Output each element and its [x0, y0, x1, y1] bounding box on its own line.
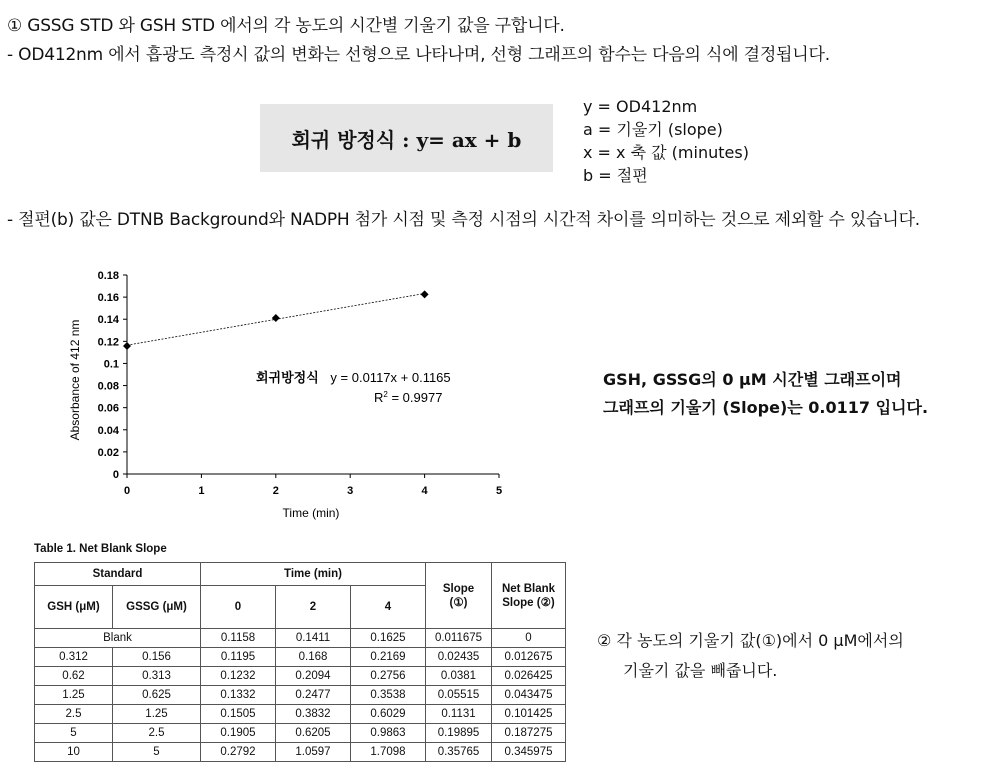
variable-definitions	[583, 95, 749, 187]
intercept-note: - 절편(b) 값은 DTNB Background와 NADPH 첨가 시점 및 측정 시점의 시간적 차이를 의미하는 것으로 제외할 수 있습니다.	[7, 210, 920, 230]
header-net-blank-label: Net Blank	[501, 582, 556, 595]
header-slope-label: Slope	[442, 582, 475, 595]
table-row	[35, 686, 566, 705]
y-tick-label: 0.14	[97, 314, 119, 327]
def-b: b = 절편	[583, 166, 648, 185]
cell-slope: 0.1131	[426, 705, 492, 724]
cell-t2: 0.3832	[276, 705, 351, 724]
cell-t2: 0.2477	[276, 686, 351, 705]
cell-t4: 0.3538	[351, 686, 426, 705]
table-row	[35, 648, 566, 667]
step-2-line-1: ② 각 농도의 기울기 값(①)에서 0 μM에서의	[597, 631, 904, 650]
y-tick-label: 0.16	[97, 292, 119, 305]
absorbance-chart	[60, 262, 530, 527]
y-tick-label: 0.1	[103, 358, 119, 371]
y-tick-label: 0.06	[97, 402, 119, 415]
data-point	[123, 342, 131, 350]
cell-t0: 0.1505	[201, 705, 276, 724]
r-squared-value: = 0.9977	[387, 390, 443, 405]
cell-net: 0.043475	[492, 686, 566, 705]
cell-slope: 0.35765	[426, 743, 492, 762]
cell-gsh: 2.5	[35, 705, 113, 724]
y-axis-label: Absorbance of 412 nm	[68, 319, 82, 441]
r-squared-label	[374, 390, 442, 405]
cell-t0: 0.2792	[201, 743, 276, 762]
y-tick-label: 0.18	[97, 270, 119, 282]
def-x: x = x 축 값 (minutes)	[583, 143, 749, 162]
y-tick-label: 0.04	[97, 424, 119, 437]
step-2-note	[597, 626, 904, 686]
equation-text: y = 0.0117x + 0.1165	[330, 370, 451, 385]
chart-note-line-2: 그래프의 기울기 (Slope)는 0.0117 입니다.	[603, 398, 929, 417]
equation-label	[256, 370, 451, 385]
header-time: Time (min)	[201, 563, 426, 586]
cell-gsh: 10	[35, 743, 113, 762]
table-row-blank	[35, 629, 566, 648]
cell-gsh: 0.62	[35, 667, 113, 686]
chart-points	[123, 290, 429, 350]
cell-slope: 0.0381	[426, 667, 492, 686]
cell-t2: 0.2094	[276, 667, 351, 686]
def-a: a = 기울기 (slope)	[583, 120, 723, 139]
header-t0: 0	[201, 586, 276, 629]
x-tick-label: 1	[198, 485, 205, 497]
header-net-blank	[492, 563, 566, 629]
header-gsh: GSH (μM)	[35, 586, 113, 629]
table-row	[35, 667, 566, 686]
x-axis-label: Time (min)	[282, 506, 340, 520]
cell-t4: 1.7098	[351, 743, 426, 762]
cell-t4: 0.6029	[351, 705, 426, 724]
equation-annotation: 회귀방정식	[256, 370, 319, 385]
header-net-blank-sub: Slope (②)	[502, 596, 555, 609]
net-blank-slope-table	[34, 562, 566, 762]
cell-t0: 0.1232	[201, 667, 276, 686]
y-tick-label: 0.08	[97, 380, 119, 393]
x-tick-label: 5	[495, 485, 503, 497]
x-tick-label: 2	[272, 485, 279, 497]
cell-net: 0.101425	[492, 705, 566, 724]
cell-t2: 0.168	[276, 648, 351, 667]
cell-gsh: 0.312	[35, 648, 113, 667]
r-squared-sup: 2	[383, 390, 388, 399]
cell-gssg: 0.313	[113, 667, 201, 686]
cell-net: 0	[492, 629, 566, 648]
y-tick-label: 0.02	[97, 446, 119, 459]
data-point	[272, 314, 280, 322]
header-t2: 2	[276, 586, 351, 629]
cell-net: 0.012675	[492, 648, 566, 667]
cell-gssg: 0.156	[113, 648, 201, 667]
cell-gssg: 1.25	[113, 705, 201, 724]
x-tick-label: 0	[123, 485, 131, 497]
table-caption: Table 1. Net Blank Slope	[34, 543, 167, 555]
cell-net: 0.187275	[492, 724, 566, 743]
cell-t0: 0.1195	[201, 648, 276, 667]
cell-blank-label: Blank	[35, 629, 201, 648]
cell-t2: 1.0597	[276, 743, 351, 762]
intro-step-1: ① GSSG STD 와 GSH STD 에서의 각 농도의 시간별 기울기 값을 구합니다.	[7, 16, 565, 36]
header-standard: Standard	[35, 563, 201, 586]
r-squared-prefix: R	[374, 390, 384, 405]
cell-t0: 0.1905	[201, 724, 276, 743]
cell-t4: 0.1625	[351, 629, 426, 648]
regression-formula-box	[260, 104, 553, 172]
header-slope	[426, 563, 492, 629]
cell-gsh: 5	[35, 724, 113, 743]
table-row	[35, 705, 566, 724]
cell-t0: 0.1158	[201, 629, 276, 648]
y-tick-label: 0	[112, 469, 119, 481]
header-gssg: GSSG (μM)	[113, 586, 201, 629]
chart-note-line-1: GSH, GSSG의 0 μM 시간별 그래프이며	[603, 370, 902, 389]
cell-net: 0.026425	[492, 667, 566, 686]
cell-slope: 0.19895	[426, 724, 492, 743]
cell-t4: 0.9863	[351, 724, 426, 743]
cell-gssg: 2.5	[113, 724, 201, 743]
data-point	[421, 290, 429, 298]
cell-t2: 0.6205	[276, 724, 351, 743]
cell-slope: 0.02435	[426, 648, 492, 667]
cell-gssg: 0.625	[113, 686, 201, 705]
table-row	[35, 743, 566, 762]
cell-gsh: 1.25	[35, 686, 113, 705]
cell-t0: 0.1332	[201, 686, 276, 705]
table-row	[35, 724, 566, 743]
def-y: y = OD412nm	[583, 97, 698, 116]
cell-gssg: 5	[113, 743, 201, 762]
cell-slope: 0.05515	[426, 686, 492, 705]
x-tick-label: 4	[421, 485, 428, 497]
step-2-line-2: 기울기 값을 빼줍니다.	[623, 661, 778, 680]
cell-t4: 0.2756	[351, 667, 426, 686]
x-tick-label: 3	[347, 485, 354, 497]
cell-t2: 0.1411	[276, 629, 351, 648]
cell-net: 0.345975	[492, 743, 566, 762]
header-t4: 4	[351, 586, 426, 629]
y-tick-label: 0.12	[97, 336, 119, 349]
cell-t4: 0.2169	[351, 648, 426, 667]
header-slope-sub: (①)	[449, 596, 468, 609]
intro-description: - OD412nm 에서 흡광도 측정시 값의 변화는 선형으로 나타나며, 선형 그래프의 함수는 다음의 식에 결정됩니다.	[7, 45, 830, 65]
regression-formula: 회귀 방정식 : y= ax + b	[291, 127, 522, 152]
cell-slope: 0.011675	[426, 629, 492, 648]
